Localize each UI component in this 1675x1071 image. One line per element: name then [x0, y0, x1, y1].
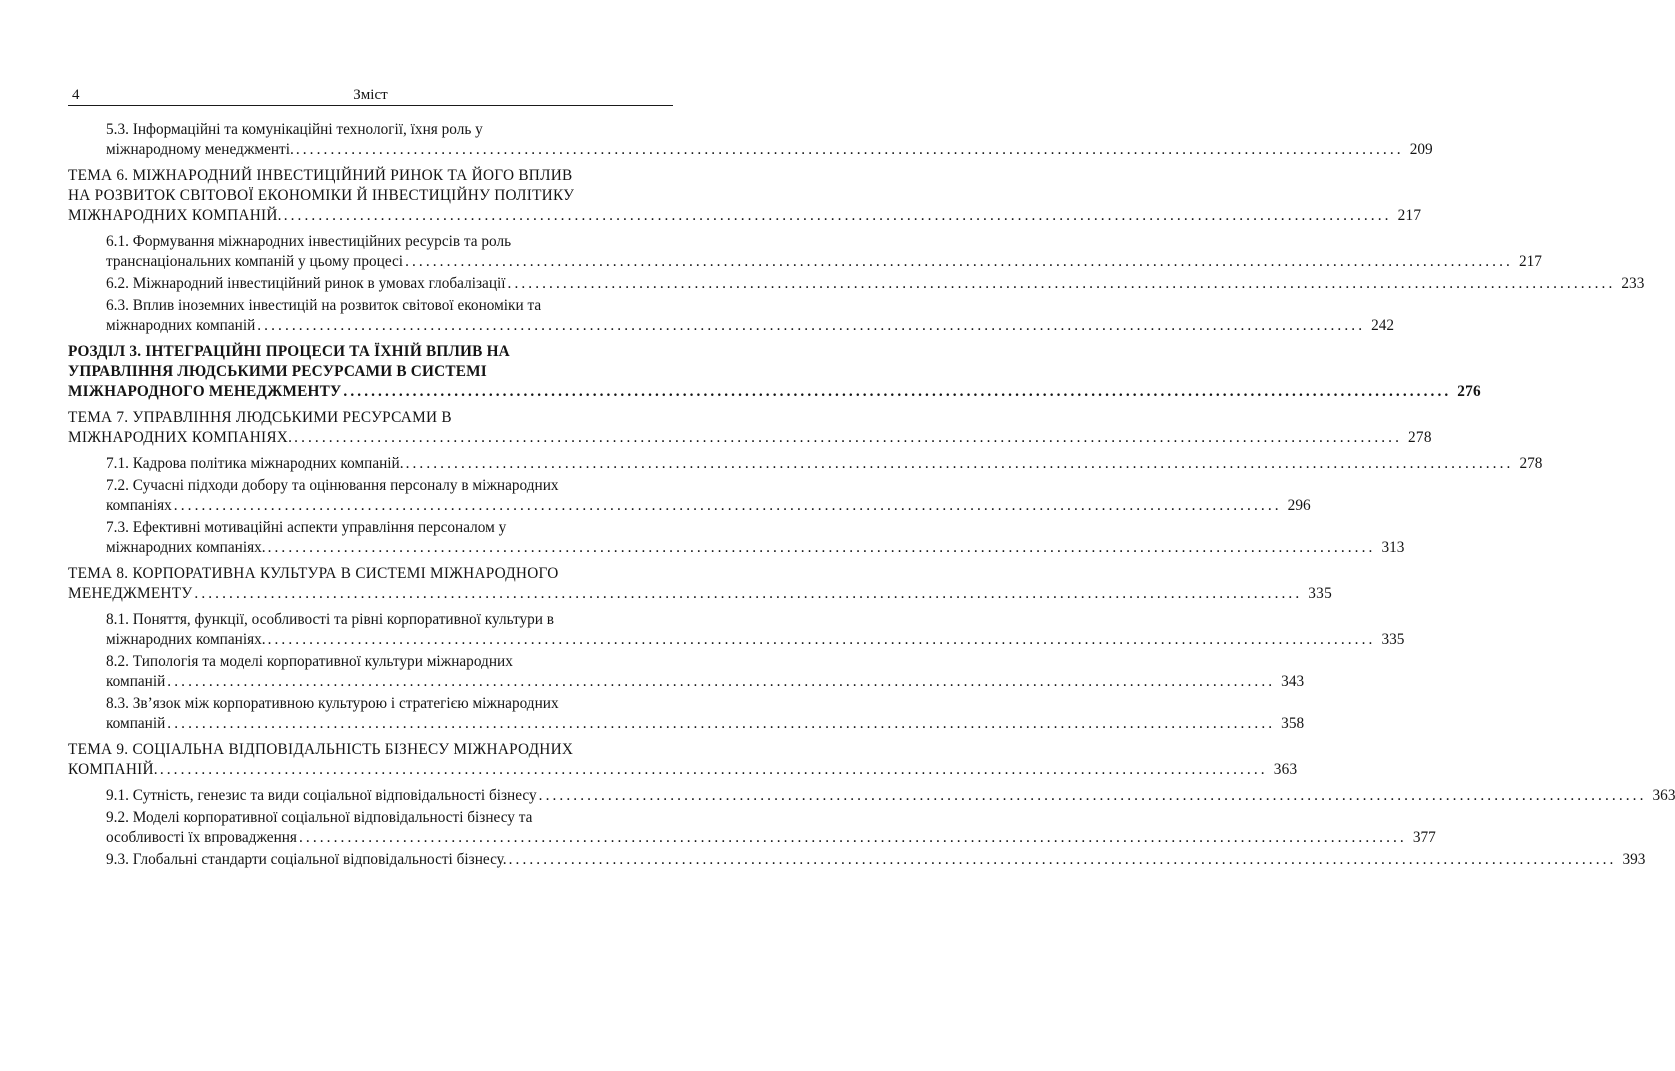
- toc-subentry: [68, 274, 1645, 294]
- dot-leader: ................................................................................................................................................................: [173, 497, 1282, 514]
- toc-entry-line: особливості їх впровадження: [106, 829, 297, 846]
- toc-entry-line: ТЕМА 9. СОЦІАЛЬНА ВІДПОВІДАЛЬНІСТЬ БІЗНЕСУ МІЖНАРОДНИХ: [68, 741, 574, 758]
- dot-leader: ................................................................................................................................................................: [167, 715, 1276, 732]
- toc-entry-row: [106, 850, 1646, 870]
- toc-entry-line: компаній: [106, 715, 166, 732]
- toc-entry-row: [68, 584, 1332, 604]
- toc-page-number: 233: [1621, 275, 1645, 292]
- toc-subentry: [68, 476, 1311, 516]
- toc-entry-line: УПРАВЛІННЯ ЛЮДСЬКИМИ РЕСУРСАМИ В СИСТЕМІ: [68, 363, 487, 380]
- toc-entry-line: міжнародних компаніях.: [106, 539, 266, 556]
- toc-entry-line: 9.1. Сутність, генезис та види соціальної відповідальності бізнесу: [106, 787, 537, 804]
- toc-page-number: 242: [1371, 317, 1395, 334]
- toc-subentry: [68, 296, 1395, 336]
- toc-entry-line: 6.1. Формування міжнародних інвестиційних ресурсів та роль: [106, 233, 512, 250]
- toc-subentry: [68, 808, 1436, 848]
- dot-leader: ................................................................................................................................................................: [257, 317, 1366, 334]
- toc-page-number: 335: [1381, 631, 1405, 648]
- toc-page-number: 313: [1381, 539, 1405, 556]
- toc-entry-line: РОЗДІЛ 3. ІНТЕГРАЦІЙНІ ПРОЦЕСИ ТА ЇХНІЙ ВПЛИВ НА: [68, 343, 510, 360]
- toc-page-number: 278: [1408, 429, 1432, 446]
- toc-subentry: [68, 518, 1405, 558]
- toc-entry-row: [106, 630, 1405, 650]
- toc-entry-row: [106, 714, 1305, 734]
- page-number: 4: [72, 87, 80, 103]
- toc-entry-row: [68, 382, 1481, 402]
- toc-entry-row: [106, 140, 1433, 160]
- dot-leader: ................................................................................................................................................................: [294, 429, 1403, 446]
- toc-theme-heading: [68, 564, 1332, 604]
- dot-leader: ................................................................................................................................................................: [298, 829, 1407, 846]
- toc-entry-line: 8.2. Типологія та моделі корпоративної культури міжнародних: [106, 653, 513, 670]
- toc-entry-line: транснаціональних компаній у цьому процесі: [106, 253, 404, 270]
- toc-entry-line: ТЕМА 6. МІЖНАРОДНИЙ ІНВЕСТИЦІЙНИЙ РИНОК ТА ЙОГО ВПЛИВ: [68, 167, 573, 184]
- toc-page-number: 363: [1652, 787, 1675, 804]
- toc-page-number: 343: [1281, 673, 1305, 690]
- dot-leader: ................................................................................................................................................................: [508, 851, 1617, 868]
- toc-entry-row: [106, 828, 1436, 848]
- toc-entry-row: [106, 252, 1542, 272]
- dot-leader: ................................................................................................................................................................: [295, 141, 1404, 158]
- toc-page-number: 377: [1412, 829, 1436, 846]
- toc-entry-row: [68, 760, 1298, 780]
- toc-entry-line: компаній: [106, 673, 166, 690]
- toc-entry-line: МІЖНАРОДНИХ КОМПАНІЙ.: [68, 207, 282, 224]
- dot-leader: ................................................................................................................................................................: [538, 787, 1647, 804]
- toc-entry-row: [106, 316, 1395, 336]
- dot-leader: ................................................................................................................................................................: [343, 383, 1452, 400]
- toc-page-number: 363: [1273, 761, 1298, 778]
- toc-page-number: 217: [1397, 207, 1422, 224]
- toc-entry-line: ТЕМА 8. КОРПОРАТИВНА КУЛЬТУРА В СИСТЕМІ МІЖНАРОДНОГО: [68, 565, 559, 582]
- toc-theme-heading: [68, 166, 1422, 226]
- dot-leader: ................................................................................................................................................................: [167, 673, 1276, 690]
- toc-subentry: [68, 232, 1542, 272]
- dot-leader: ................................................................................................................................................................: [194, 585, 1303, 602]
- toc-entry-line: міжнародних компаній: [106, 317, 256, 334]
- toc-entry-line: МІЖНАРОДНИХ КОМПАНІЯХ.: [68, 429, 293, 446]
- dot-leader: ................................................................................................................................................................: [159, 761, 1268, 778]
- toc-entry-line: 6.2. Міжнародний інвестиційний ринок в умовах глобалізації: [106, 275, 506, 292]
- toc-entry-row: [106, 538, 1405, 558]
- toc-subentry: [68, 454, 1543, 474]
- toc-entry-row: [106, 454, 1543, 474]
- dot-leader: ................................................................................................................................................................: [283, 207, 1392, 224]
- dot-leader: ................................................................................................................................................................: [267, 631, 1376, 648]
- toc-entry-line: КОМПАНІЙ.: [68, 761, 158, 778]
- toc-subentry: [68, 652, 1305, 692]
- toc-entry-row: [68, 206, 1422, 226]
- toc-page-number: 358: [1281, 715, 1305, 732]
- toc-page-number: 217: [1518, 253, 1542, 270]
- toc-entry-line: ТЕМА 7. УПРАВЛІННЯ ЛЮДСЬКИМИ РЕСУРСАМИ В: [68, 409, 452, 426]
- toc-entry-line: 7.1. Кадрова політика міжнародних компаній.: [106, 455, 404, 472]
- toc-entry-row: [106, 274, 1645, 294]
- toc-subentry: [68, 694, 1305, 734]
- toc-entry-line: НА РОЗВИТОК СВІТОВОЇ ЕКОНОМІКИ Й ІНВЕСТИЦІЙНУ ПОЛІТИКУ: [68, 187, 575, 204]
- toc-page-number: 393: [1622, 851, 1646, 868]
- toc-theme-heading: [68, 740, 1298, 780]
- dot-leader: ................................................................................................................................................................: [405, 455, 1514, 472]
- toc-entry-line: 8.1. Поняття, функції, особливості та рівні корпоративної культури в: [106, 611, 554, 628]
- toc-page-number: 335: [1308, 585, 1332, 602]
- toc-entry-line: 5.3. Інформаційні та комунікаційні технології, їхня роль у: [106, 121, 483, 138]
- toc-page-number: 278: [1519, 455, 1543, 472]
- toc-entry-line: 6.3. Вплив іноземних інвестицій на розвиток світової економіки та: [106, 297, 542, 314]
- dot-leader: ................................................................................................................................................................: [405, 253, 1513, 270]
- toc-subentry: [68, 850, 1646, 870]
- toc-subentry: [68, 120, 1433, 160]
- toc-section-heading: [68, 342, 1481, 402]
- toc-entry-line: 9.3. Глобальні стандарти соціальної відповідальності бізнесу.: [106, 851, 507, 868]
- toc-entry-row: [68, 428, 1432, 448]
- toc-entry-line: компаніях: [106, 497, 172, 514]
- toc-entry-line: міжнародних компаніях.: [106, 631, 266, 648]
- toc-page-number: 209: [1409, 141, 1433, 158]
- dot-leader: ................................................................................................................................................................: [507, 275, 1616, 292]
- dot-leader: ................................................................................................................................................................: [267, 539, 1376, 556]
- toc-entry-row: [106, 496, 1311, 516]
- toc-subentry: [68, 610, 1405, 650]
- toc-theme-heading: [68, 408, 1432, 448]
- toc-entry-line: МІЖНАРОДНОГО МЕНЕДЖМЕНТУ: [68, 383, 342, 400]
- toc-entry-line: МЕНЕДЖМЕНТУ: [68, 585, 193, 602]
- toc-entry-line: міжнародному менеджменті.: [106, 141, 294, 158]
- toc-page-number: 276: [1457, 383, 1481, 400]
- toc-entry-line: 7.2. Сучасні підходи добору та оцінювання персоналу в міжнародних: [106, 477, 559, 494]
- toc-entry-line: 8.3. Зв’язок між корпоративною культурою і стратегією міжнародних: [106, 695, 559, 712]
- table-of-contents: [68, 120, 1675, 870]
- toc-entry-line: 9.2. Моделі корпоративної соціальної відповідальності бізнесу та: [106, 809, 533, 826]
- toc-entry-line: 7.3. Ефективні мотиваційні аспекти управління персоналом у: [106, 519, 507, 536]
- running-header: [68, 86, 673, 104]
- header-rule: [68, 105, 673, 106]
- toc-entry-row: [106, 786, 1675, 806]
- toc-entry-row: [106, 672, 1305, 692]
- header-title: Зміст: [353, 87, 388, 103]
- toc-page-number: 296: [1287, 497, 1311, 514]
- toc-subentry: [68, 786, 1675, 806]
